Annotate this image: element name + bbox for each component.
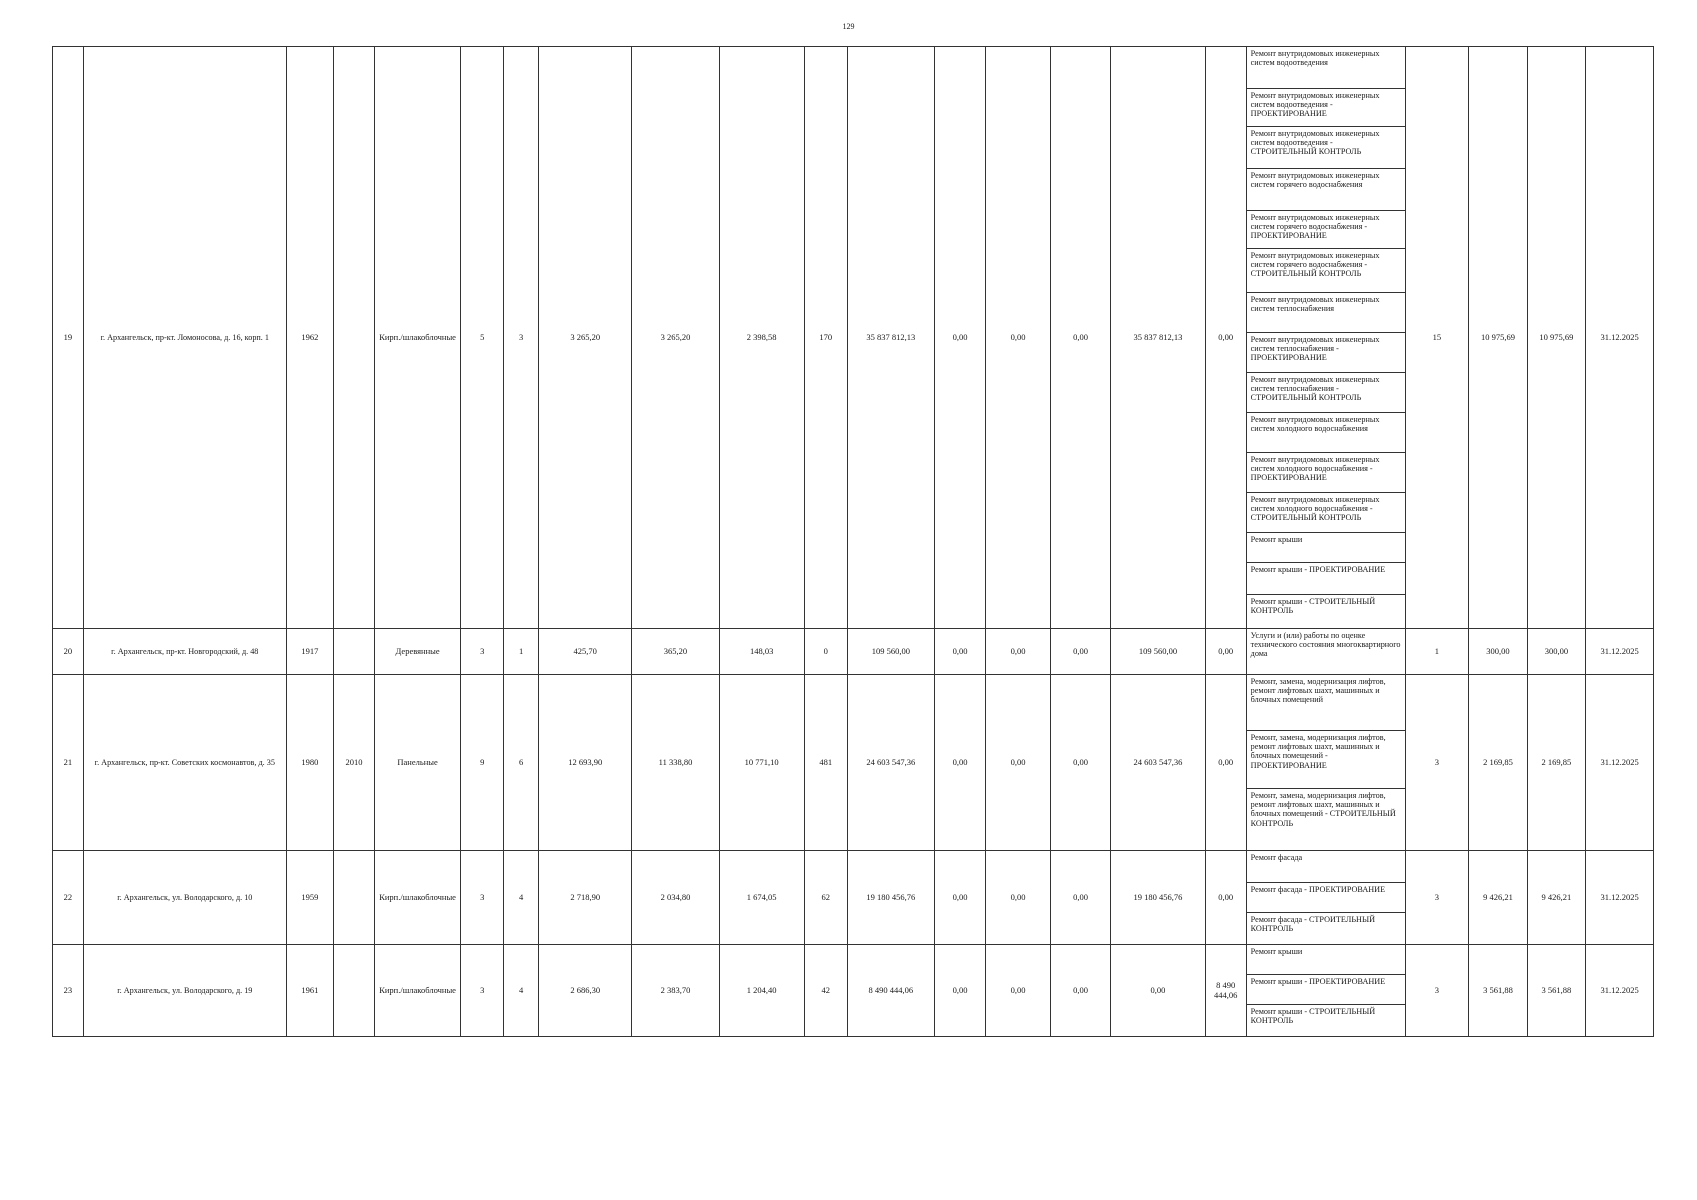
premises-area-cell: 2 383,70 [632, 945, 719, 1037]
cost-total-cell: 35 837 812,13 [847, 47, 934, 629]
max-unit-cost-cell: 9 426,21 [1527, 851, 1585, 945]
work-type-cell: Ремонт внутридомовых инженерных систем холодного водоснабжения - СТРОИТЕЛЬНЫЙ КОНТРОЛЬ [1246, 493, 1405, 533]
cost-other-cell: 0,00 [1205, 675, 1246, 851]
unit-cost-cell: 10 975,69 [1469, 47, 1527, 629]
residents-cell: 62 [804, 851, 847, 945]
entrances-cell: 3 [504, 47, 539, 629]
cost-owners-cell: 0,00 [1111, 945, 1205, 1037]
wall-material-cell: Кирп./шлакоблочные [375, 851, 461, 945]
work-type-cell: Ремонт крыши - ПРОЕКТИРОВАНИЕ [1246, 975, 1405, 1005]
work-type-cell: Ремонт внутридомовых инженерных систем водоотведения - СТРОИТЕЛЬНЫЙ КОНТРОЛЬ [1246, 127, 1405, 169]
year-reconstructed-cell [334, 629, 375, 675]
entrances-cell: 4 [504, 945, 539, 1037]
floors-cell: 3 [461, 629, 504, 675]
residential-area-cell: 1 204,40 [719, 945, 804, 1037]
address-cell: г. Архангельск, ул. Володарского, д. 19 [83, 945, 286, 1037]
floors-cell: 9 [461, 675, 504, 851]
year-built-cell: 1962 [286, 47, 333, 629]
work-type-cell: Ремонт крыши - ПРОЕКТИРОВАНИЕ [1246, 563, 1405, 595]
residents-cell: 170 [804, 47, 847, 629]
works-count-cell: 1 [1405, 629, 1469, 675]
max-unit-cost-cell: 10 975,69 [1527, 47, 1585, 629]
work-type-cell: Ремонт фасада - СТРОИТЕЛЬНЫЙ КОНТРОЛЬ [1246, 913, 1405, 945]
work-type-cell: Ремонт внутридомовых инженерных систем теплоснабжения - ПРОЕКТИРОВАНИЕ [1246, 333, 1405, 373]
table-row [53, 675, 1654, 731]
max-unit-cost-cell: 300,00 [1527, 629, 1585, 675]
work-type-cell: Ремонт внутридомовых инженерных систем водоотведения [1246, 47, 1405, 89]
year-reconstructed-cell [334, 945, 375, 1037]
unit-cost-cell: 3 561,88 [1469, 945, 1527, 1037]
max-unit-cost-cell: 3 561,88 [1527, 945, 1585, 1037]
cost-local-cell: 0,00 [1050, 675, 1111, 851]
cost-local-cell: 0,00 [1050, 851, 1111, 945]
work-type-cell: Ремонт фасада - ПРОЕКТИРОВАНИЕ [1246, 883, 1405, 913]
cost-total-cell: 109 560,00 [847, 629, 934, 675]
deadline-cell: 31.12.2025 [1586, 675, 1654, 851]
row-number-cell: 22 [53, 851, 84, 945]
residents-cell: 0 [804, 629, 847, 675]
deadline-cell: 31.12.2025 [1586, 851, 1654, 945]
repair-program-table [52, 46, 1654, 1037]
deadline-cell: 31.12.2025 [1586, 629, 1654, 675]
table-row [53, 945, 1654, 975]
page-number: 129 [842, 22, 855, 31]
work-type-cell: Ремонт крыши [1246, 533, 1405, 563]
cost-other-cell: 0,00 [1205, 629, 1246, 675]
cost-regional-cell: 0,00 [986, 47, 1051, 629]
deadline-cell: 31.12.2025 [1586, 47, 1654, 629]
cost-federal-cell: 0,00 [934, 47, 985, 629]
work-type-cell: Ремонт внутридомовых инженерных систем теплоснабжения - СТРОИТЕЛЬНЫЙ КОНТРОЛЬ [1246, 373, 1405, 413]
residential-area-cell: 1 674,05 [719, 851, 804, 945]
wall-material-cell: Панельные [375, 675, 461, 851]
cost-total-cell: 8 490 444,06 [847, 945, 934, 1037]
premises-area-cell: 365,20 [632, 629, 719, 675]
residential-area-cell: 2 398,58 [719, 47, 804, 629]
cost-federal-cell: 0,00 [934, 629, 985, 675]
year-built-cell: 1961 [286, 945, 333, 1037]
cost-other-cell: 8 490 444,06 [1205, 945, 1246, 1037]
work-type-cell: Ремонт внутридомовых инженерных систем теплоснабжения [1246, 293, 1405, 333]
cost-federal-cell: 0,00 [934, 675, 985, 851]
works-count-cell: 3 [1405, 945, 1469, 1037]
total-area-cell: 2 718,90 [539, 851, 632, 945]
residents-cell: 481 [804, 675, 847, 851]
entrances-cell: 6 [504, 675, 539, 851]
wall-material-cell: Кирп./шлакоблочные [375, 945, 461, 1037]
work-type-cell: Услуги и (или) работы по оценке технического состояния многоквартирного дома [1246, 629, 1405, 675]
cost-owners-cell: 109 560,00 [1111, 629, 1205, 675]
wall-material-cell: Кирп./шлакоблочные [375, 47, 461, 629]
cost-other-cell: 0,00 [1205, 851, 1246, 945]
work-type-cell: Ремонт внутридомовых инженерных систем водоотведения - ПРОЕКТИРОВАНИЕ [1246, 89, 1405, 127]
residents-cell: 42 [804, 945, 847, 1037]
cost-federal-cell: 0,00 [934, 945, 985, 1037]
year-reconstructed-cell: 2010 [334, 675, 375, 851]
work-type-cell: Ремонт фасада [1246, 851, 1405, 883]
cost-regional-cell: 0,00 [986, 945, 1051, 1037]
total-area-cell: 12 693,90 [539, 675, 632, 851]
residential-area-cell: 148,03 [719, 629, 804, 675]
address-cell: г. Архангельск, пр-кт. Советских космонавтов, д. 35 [83, 675, 286, 851]
year-reconstructed-cell [334, 47, 375, 629]
works-count-cell: 15 [1405, 47, 1469, 629]
unit-cost-cell: 9 426,21 [1469, 851, 1527, 945]
work-type-cell: Ремонт внутридомовых инженерных систем холодного водоснабжения - ПРОЕКТИРОВАНИЕ [1246, 453, 1405, 493]
work-type-cell: Ремонт крыши - СТРОИТЕЛЬНЫЙ КОНТРОЛЬ [1246, 595, 1405, 629]
year-built-cell: 1980 [286, 675, 333, 851]
floors-cell: 3 [461, 945, 504, 1037]
work-type-cell: Ремонт крыши [1246, 945, 1405, 975]
cost-owners-cell: 19 180 456,76 [1111, 851, 1205, 945]
total-area-cell: 425,70 [539, 629, 632, 675]
unit-cost-cell: 300,00 [1469, 629, 1527, 675]
cost-local-cell: 0,00 [1050, 945, 1111, 1037]
deadline-cell: 31.12.2025 [1586, 945, 1654, 1037]
row-number-cell: 23 [53, 945, 84, 1037]
work-type-cell: Ремонт, замена, модернизация лифтов, ремонт лифтовых шахт, машинных и блочных помещений - ПРОЕКТИРОВАНИЕ [1246, 731, 1405, 789]
cost-federal-cell: 0,00 [934, 851, 985, 945]
premises-area-cell: 11 338,80 [632, 675, 719, 851]
premises-area-cell: 2 034,80 [632, 851, 719, 945]
cost-total-cell: 24 603 547,36 [847, 675, 934, 851]
year-built-cell: 1917 [286, 629, 333, 675]
cost-local-cell: 0,00 [1050, 629, 1111, 675]
cost-other-cell: 0,00 [1205, 47, 1246, 629]
work-type-cell: Ремонт внутридомовых инженерных систем горячего водоснабжения [1246, 169, 1405, 211]
max-unit-cost-cell: 2 169,85 [1527, 675, 1585, 851]
work-type-cell: Ремонт, замена, модернизация лифтов, ремонт лифтовых шахт, машинных и блочных помещений [1246, 675, 1405, 731]
work-type-cell: Ремонт внутридомовых инженерных систем горячего водоснабжения - СТРОИТЕЛЬНЫЙ КОНТРОЛЬ [1246, 249, 1405, 293]
cost-regional-cell: 0,00 [986, 629, 1051, 675]
entrances-cell: 4 [504, 851, 539, 945]
table-row [53, 47, 1654, 89]
works-count-cell: 3 [1405, 675, 1469, 851]
unit-cost-cell: 2 169,85 [1469, 675, 1527, 851]
year-reconstructed-cell [334, 851, 375, 945]
work-type-cell: Ремонт внутридомовых инженерных систем горячего водоснабжения - ПРОЕКТИРОВАНИЕ [1246, 211, 1405, 249]
floors-cell: 3 [461, 851, 504, 945]
cost-owners-cell: 35 837 812,13 [1111, 47, 1205, 629]
address-cell: г. Архангельск, пр-кт. Ломоносова, д. 16, корп. 1 [83, 47, 286, 629]
total-area-cell: 2 686,30 [539, 945, 632, 1037]
works-count-cell: 3 [1405, 851, 1469, 945]
work-type-cell: Ремонт крыши - СТРОИТЕЛЬНЫЙ КОНТРОЛЬ [1246, 1005, 1405, 1037]
table-row [53, 851, 1654, 883]
year-built-cell: 1959 [286, 851, 333, 945]
wall-material-cell: Деревянные [375, 629, 461, 675]
cost-regional-cell: 0,00 [986, 851, 1051, 945]
entrances-cell: 1 [504, 629, 539, 675]
premises-area-cell: 3 265,20 [632, 47, 719, 629]
work-type-cell: Ремонт внутридомовых инженерных систем холодного водоснабжения [1246, 413, 1405, 453]
cost-regional-cell: 0,00 [986, 675, 1051, 851]
address-cell: г. Архангельск, ул. Володарского, д. 10 [83, 851, 286, 945]
work-type-cell: Ремонт, замена, модернизация лифтов, ремонт лифтовых шахт, машинных и блочных помещений - СТРОИТЕЛЬНЫЙ КОНТРОЛЬ [1246, 789, 1405, 851]
total-area-cell: 3 265,20 [539, 47, 632, 629]
residential-area-cell: 10 771,10 [719, 675, 804, 851]
floors-cell: 5 [461, 47, 504, 629]
row-number-cell: 19 [53, 47, 84, 629]
address-cell: г. Архангельск, пр-кт. Новгородский, д. 48 [83, 629, 286, 675]
cost-local-cell: 0,00 [1050, 47, 1111, 629]
row-number-cell: 21 [53, 675, 84, 851]
cost-owners-cell: 24 603 547,36 [1111, 675, 1205, 851]
cost-total-cell: 19 180 456,76 [847, 851, 934, 945]
table-row [53, 629, 1654, 675]
row-number-cell: 20 [53, 629, 84, 675]
